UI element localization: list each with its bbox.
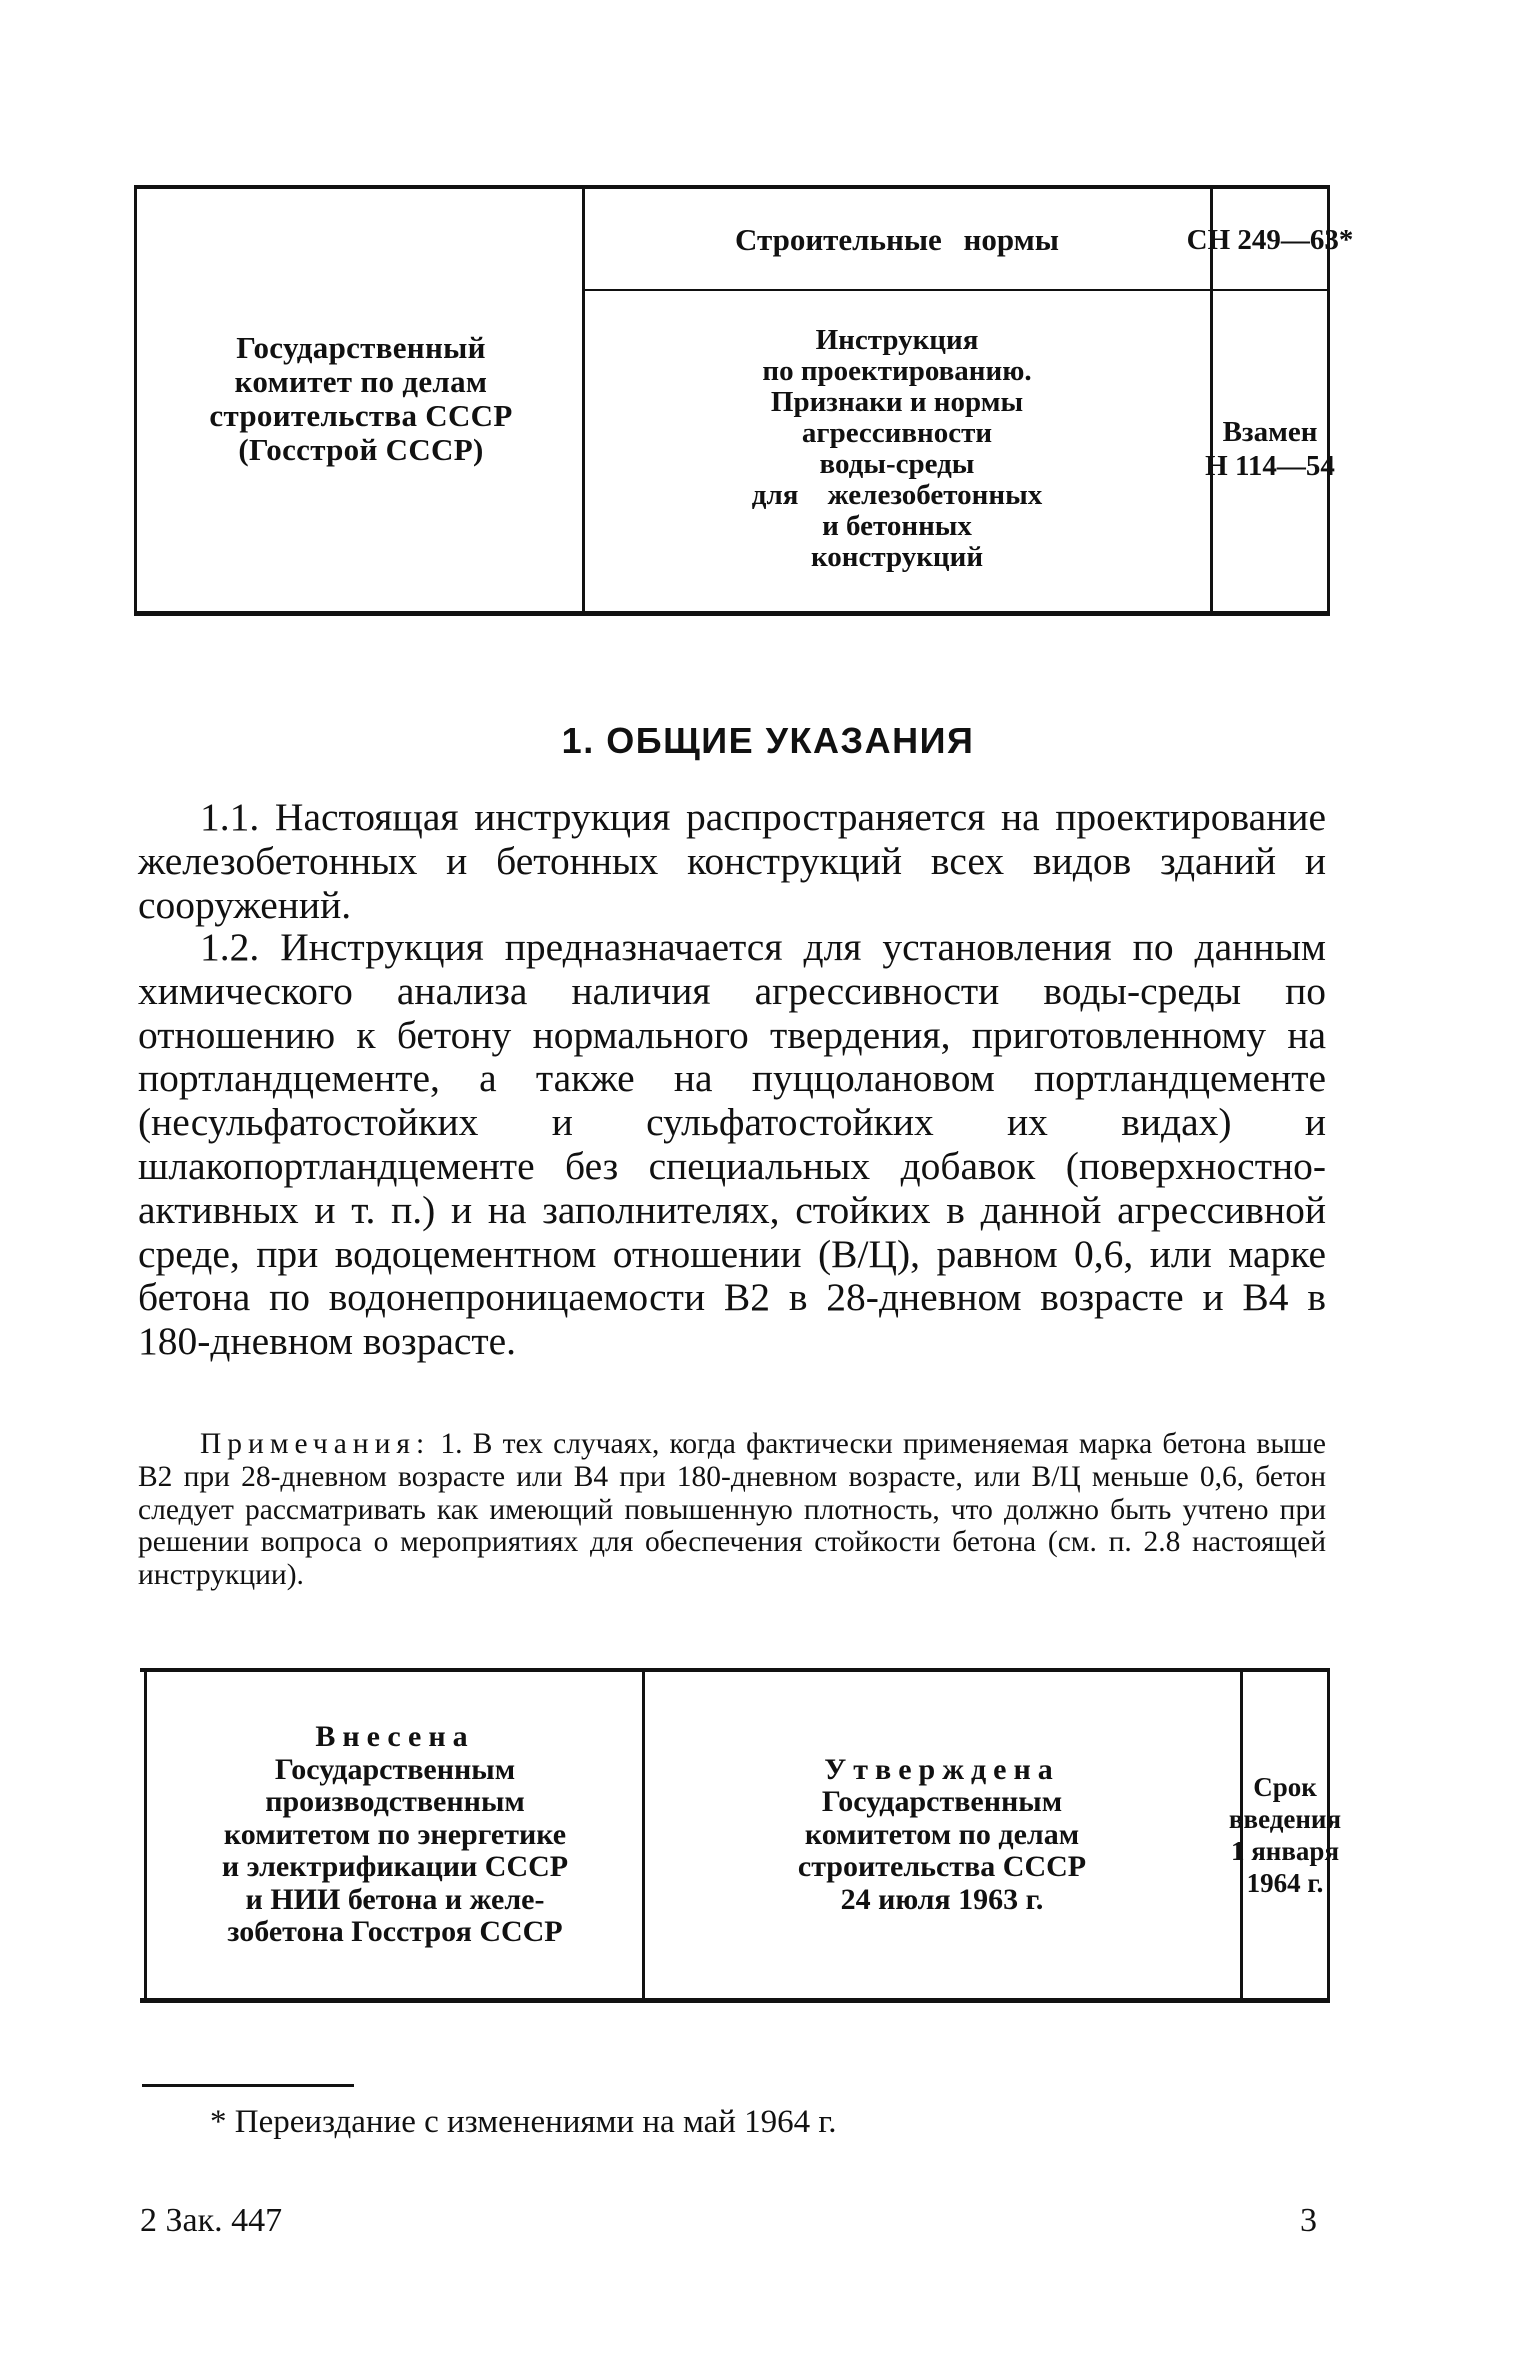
footnote-rule: [142, 2084, 354, 2087]
note-label: Примечания:: [200, 1428, 431, 1460]
norms-label: Строительные нормы: [735, 222, 1059, 257]
header-bottom-rule: [134, 611, 1330, 616]
introduced-by: Внесена Государственным производственным комитетом по энергетике и электрификации СССР и НИИ бетона и желе- зобетона Госстроя СССР: [221, 1720, 569, 1949]
approval-bottom-rule: [140, 1998, 1330, 2003]
approval-table: [140, 1668, 1342, 2004]
header-table: [134, 185, 1354, 617]
page-number: 3: [1300, 2202, 1317, 2239]
approved-by: Утверждена Государственным комитетом по делам строительства СССР 24 июля 1963 г.: [797, 1752, 1087, 1916]
document-title: Инструкция по проектированию. Признаки и нормы агрессивности воды-среды для железобетонных и бетонных конструкций: [751, 324, 1043, 573]
header-left-border: [134, 185, 137, 615]
effective-date: Срок введения 1 января 1964 г.: [1228, 1772, 1342, 1898]
note-text: 1. В тех случаях, когда фактически применяемая марка бетона выше В2 при 28-дневном возрасте или В4 при 180-дневном возрасте, или В/Ц меньше 0,6, бетон следует рассматривать как имеющий повышенную плотность, что должно быть учтено при решении вопроса о мероприятиях для обеспечения стойкости бетона (см. п. 2.8 настоящей инструкции).: [138, 1428, 1326, 1592]
section-title: 1. ОБЩИЕ УКАЗАНИЯ: [561, 720, 975, 761]
paragraph-1-1: 1.1. Настоящая инструкция распространяется на проектирование железобетонных и бетонных конструкций всех видов зданий и сооружений.: [138, 795, 1326, 927]
approval-divider-1: [642, 1668, 645, 2002]
document-code: СН 249—63*: [1186, 223, 1354, 256]
header-top-rule: [134, 185, 1330, 189]
approval-left-border: [144, 1668, 147, 2002]
footnote: * Переиздание с изменениями на май 1964 г.: [210, 2104, 837, 2140]
replaces-document: Взамен Н 114—54: [1205, 416, 1335, 482]
order-number: 2 Зак. 447: [140, 2202, 283, 2239]
header-mid-rule-2: [1212, 289, 1327, 291]
note-block: [138, 1428, 1326, 1592]
header-mid-rule-1: [584, 289, 1212, 291]
header-divider-1: [582, 185, 585, 615]
issuing-organization: Государственный комитет по делам строительства СССР (Госстрой СССР): [209, 330, 513, 467]
paragraph-1-2: 1.2. Инструкция предназначается для установления по данным химического анализа наличия агрессивности воды-среды по отношению к бетону нормального твердения, приготовленному на портландцементе, а также на пуццолановом портландцементе (несульфатостойких и сульфатостойких их видах) и шлакопортландцементе без специальных добавок (поверхностно-активных и т. п.) и на заполнителях, стойких в данной агрессивной среде, при водоцементном отношении (В/Ц), равном 0,6, или марке бетона по водонепроницаемости В2 в 28-дневном возрасте и В4 в 180-дневном возрасте.: [138, 925, 1326, 1364]
approval-top-rule: [140, 1668, 1330, 1672]
